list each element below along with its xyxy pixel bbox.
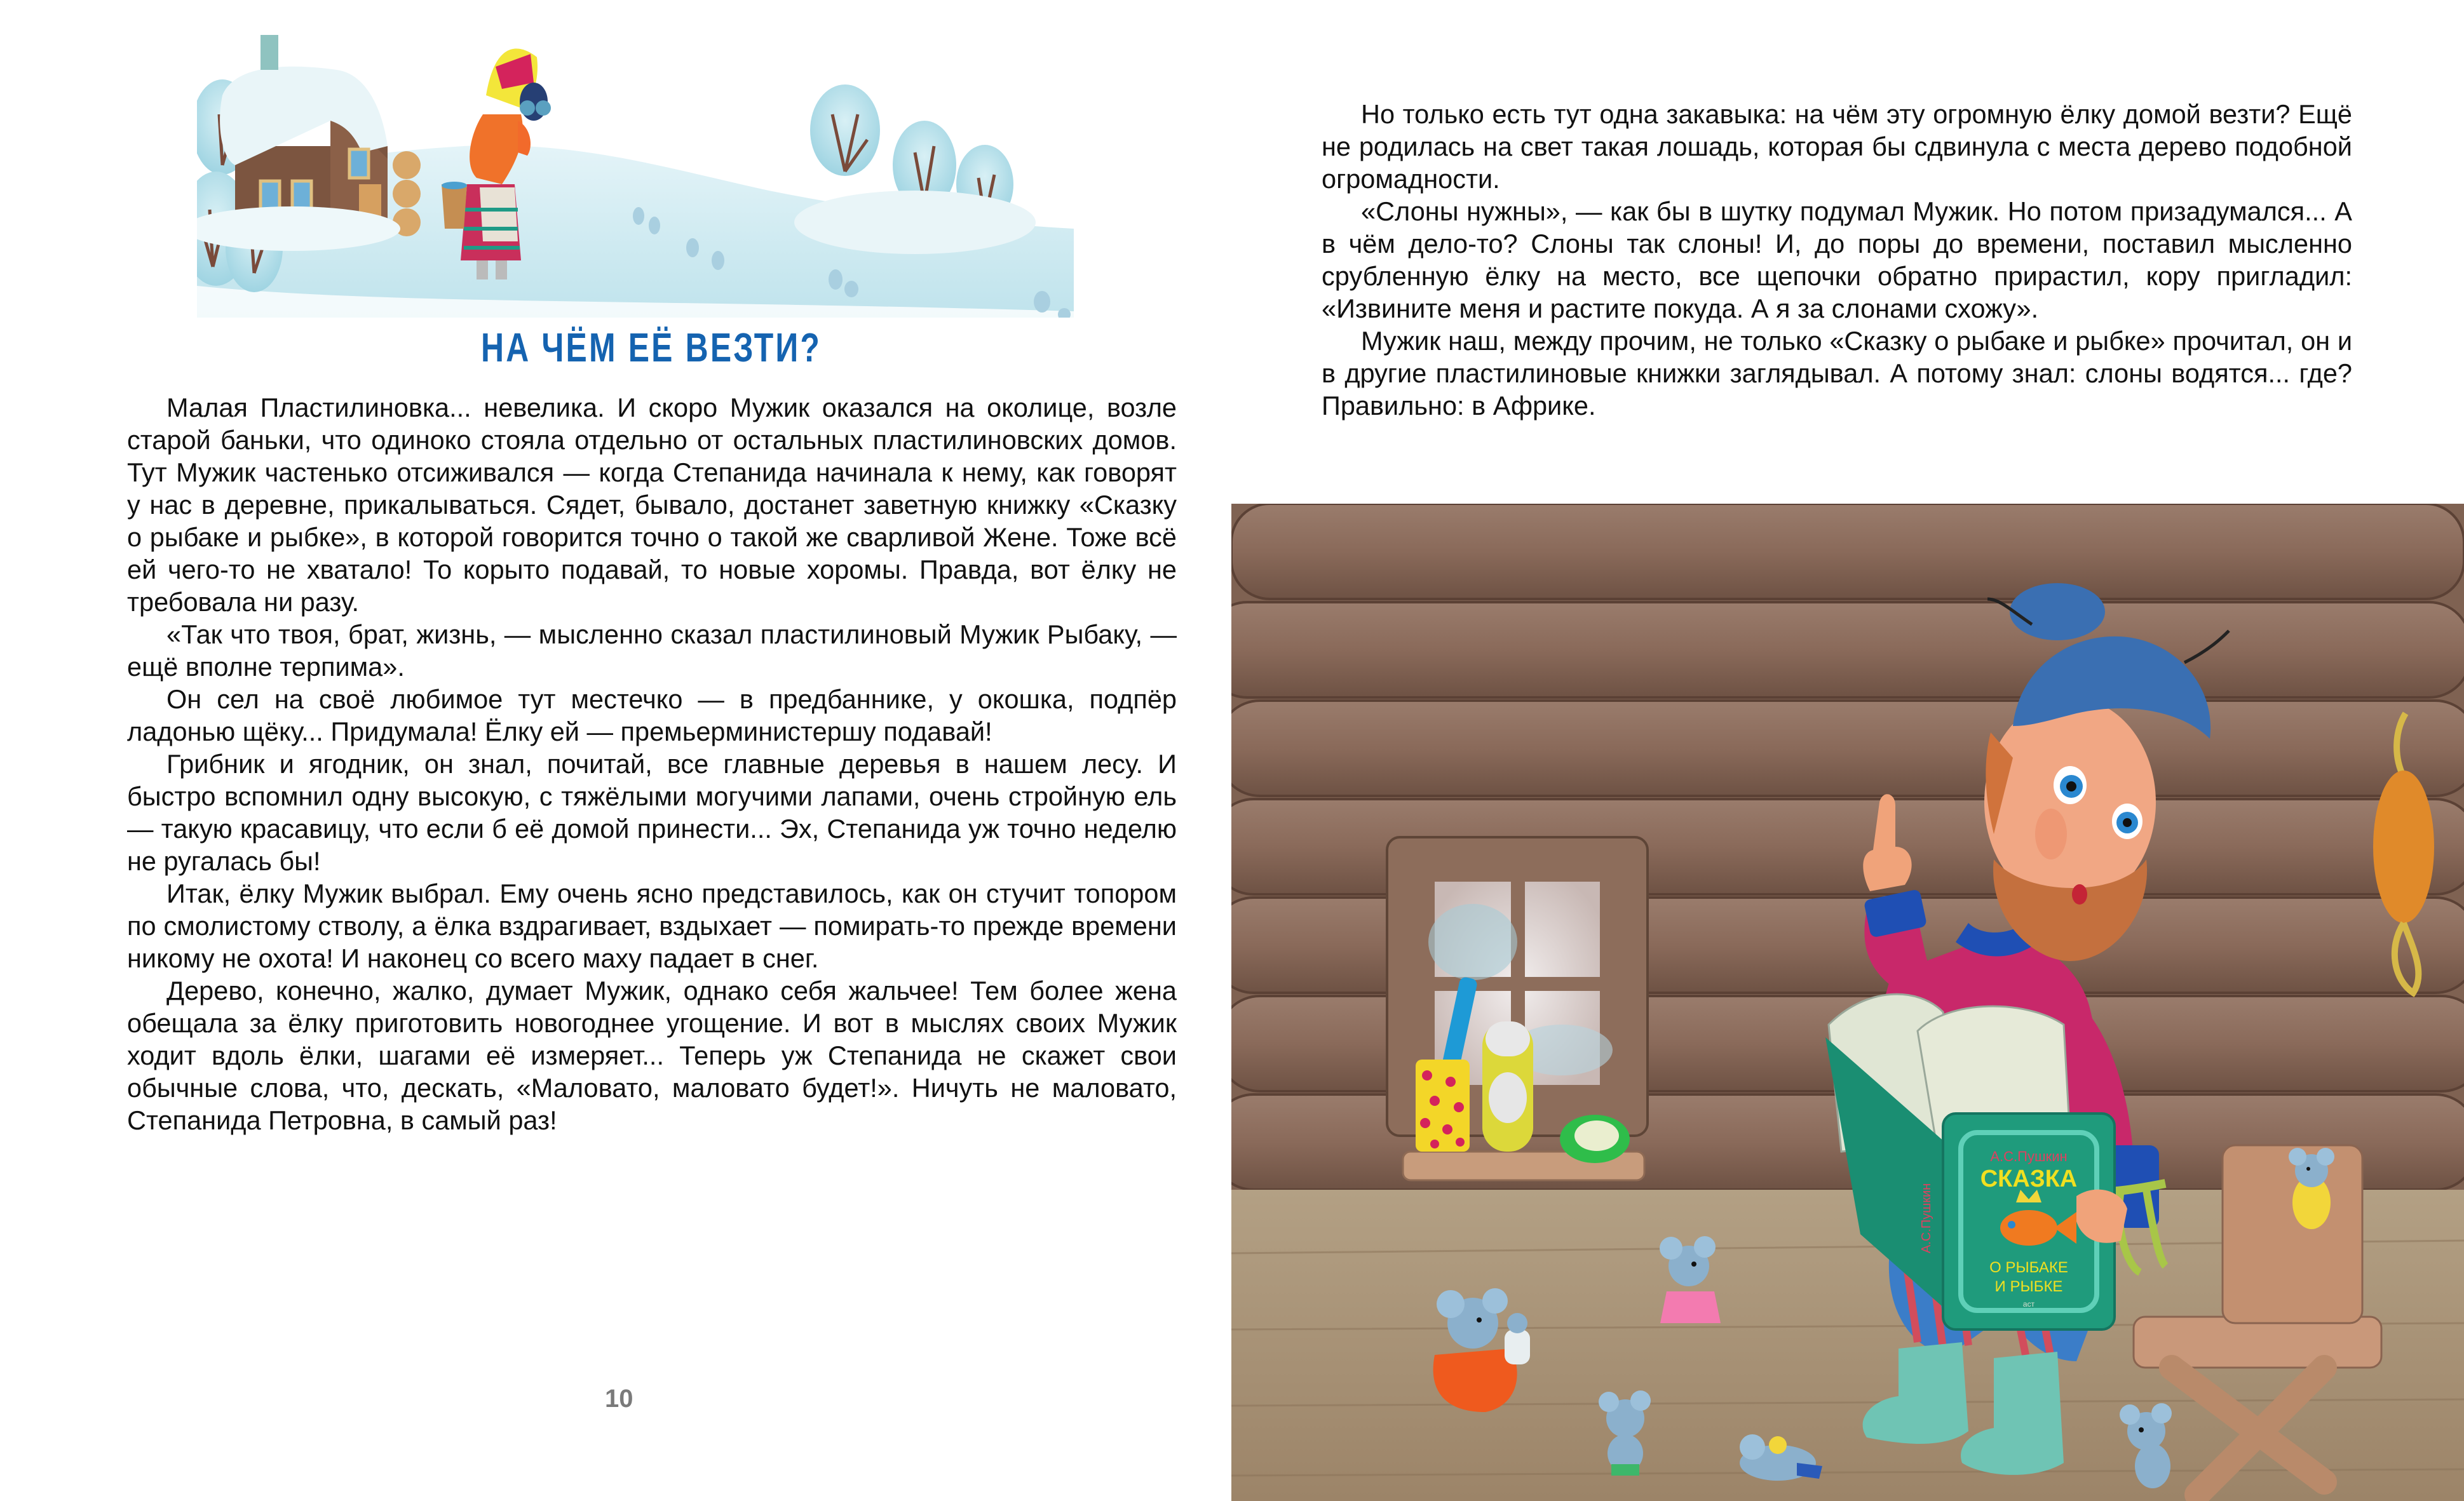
book-spine-text: А.С.Пушкин bbox=[1919, 1183, 1933, 1253]
book-author: А.С.Пушкин bbox=[1990, 1148, 2068, 1164]
page-number: 10 bbox=[605, 1385, 633, 1413]
book-subtitle-line1: О РЫБАКЕ bbox=[1989, 1259, 2068, 1276]
book-publisher-mark: аст bbox=[2022, 1300, 2035, 1309]
winter-village-illustration bbox=[197, 19, 1074, 318]
muzhik-reading-illustration bbox=[1231, 504, 2464, 1501]
right-page-body-text bbox=[1322, 98, 2352, 422]
book-title: СКАЗКА bbox=[1980, 1166, 2078, 1192]
paragraph: Но только есть тут одна закавыка: на чём эту огромную ёлку домой везти? Ещё не родилась на свет такая лошадь, которая бы сдвинула с места дерево подобной огромадности. bbox=[1322, 99, 2352, 194]
paragraph: Мужик наш, между прочим, не только «Сказку о рыбаке и рыбке» прочитал, он и в другие пластилиновые книжки заглядывал. А потому знал: слоны водятся... где? Правильно: в Африке. bbox=[1322, 326, 2352, 421]
paragraph: Грибник и ягодник, он знал, почитай, все главные деревья в нашем лесу. И быстро вспомнил одну высокую, с тяжёлыми могучими лапами, очень стройную ель — такую красавицу, что если б её домой принести... Эх, Степанида уж точно неделю не ругалась бы! bbox=[127, 749, 1177, 876]
paragraph: Итак, ёлку Мужик выбрал. Ему очень ясно представилось, как он стучит топором по смолистому стволу, а ёлка вздрагивает, вздыхает — помирать-то прежде времени никому не охота! И наконец со всего маху падает в снег. bbox=[127, 878, 1177, 973]
winter-scene-graphic bbox=[197, 19, 1074, 318]
paragraph: Он сел на своё любимое тут местечко — в предбаннике, у окошка, подпёр ладонью щёку... Придумала! Ёлку ей — премьерминистершу подавай! bbox=[127, 684, 1177, 746]
paragraph: «Так что твоя, брат, жизнь, — мысленно сказал пластилиновый Мужик Рыбаку, — ещё вполне терпима». bbox=[127, 619, 1177, 682]
chapter-title: НА ЧЁМ ЕЁ ВЕЗТИ? bbox=[481, 325, 822, 370]
paragraph: Малая Пластилиновка... невелика. И скоро Мужик оказался на околице, возле старой баньки, что одиноко стояла отдельно от остальных пластилиновских домов. Тут Мужик частенько отсиживался — когда Степанида начинала к нему, как говорят у нас в деревне, прикалываться. Сядет, бывало, достанет заветную книжку «Сказку о рыбаке и рыбке», в которой говорится точно о такой же сварливой Жене. Тоже всё ей чего-то не хватало! То корыто подавай, то новые хоромы. Правда, вот ёлку не требовала ни разу. bbox=[127, 393, 1177, 617]
left-page-body-text bbox=[127, 391, 1177, 1136]
paragraph: «Слоны нужны», — как бы в шутку подумал Мужик. Но потом призадумался... А в чём дело-то? Слоны так слоны! И, до поры до времени, поставил мысленно срубленную ёлку на место, все щепочки обратно прирастил, кору пригладил: «Извините меня и растите покуда. А я за слонами схожу». bbox=[1322, 196, 2352, 323]
window bbox=[1387, 837, 1648, 1180]
book-subtitle-line2: И РЫБКЕ bbox=[1994, 1278, 2063, 1295]
illustration-graphic bbox=[1231, 504, 2464, 1501]
paragraph: Дерево, конечно, жалко, думает Мужик, однако себя жальчее! Тем более жена обещала за ёлку приготовить новогоднее угощение. И вот в мыслях своих Мужик ходит вдоль ёлки, шагами её измеряет... Теперь уж Степанида не скажет свои обычные слова, что, дескать, «Маловато, маловато будет!». Ничуть не маловато, Степанида Петровна, в самый раз! bbox=[127, 976, 1177, 1135]
